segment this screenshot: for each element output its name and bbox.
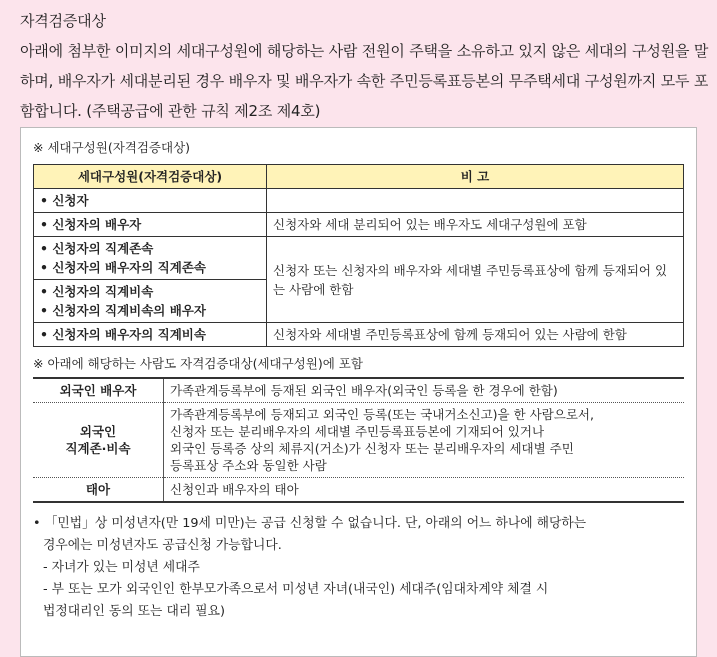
household-note: ※ 세대구성원(자격검증대상) <box>33 140 191 155</box>
footnote-line-3: - 자녀가 있는 미성년 세대주 <box>43 560 200 575</box>
section-title: 자격검증대상 <box>20 12 106 30</box>
member-applicant: • 신청자 <box>40 191 260 210</box>
footnote-line-4: - 부 또는 모가 외국인인 한부모가족으로서 미성년 자녀(내국인) 세대주(임대차계약 체결 시 <box>43 582 549 597</box>
eligibility-image-panel <box>20 127 697 657</box>
footnote-line-5: 법정대리인 동의 또는 대리 필요) <box>43 604 225 619</box>
intro-section <box>0 0 717 126</box>
foreign-lineal-desc-a: 가족관계등록부에 등재되고 외국인 등록(또는 국내거소신고)을 한 사람으로서, <box>170 407 594 422</box>
table-row <box>33 378 684 403</box>
col-header-members: 세대구성원(자격검증대상) <box>34 165 267 189</box>
table-row <box>33 478 684 503</box>
table-row <box>33 403 684 478</box>
foreign-lineal-desc-c: 외국인 등록증 상의 체류지(거소)가 신청자 또는 분리배우자의 세대별 주민 <box>170 441 574 456</box>
remark-empty <box>267 189 684 213</box>
member-spouse-descendant: • 신청자의 배우자의 직계비속 <box>40 325 260 344</box>
fetus-desc: 신청인과 배우자의 태아 <box>164 478 685 503</box>
additional-note: ※ 아래에 해당하는 사람도 자격검증대상(세대구성원)에 포함 <box>33 356 363 371</box>
foreign-lineal-desc-d: 등록표상 주소와 동일한 사람 <box>170 458 327 473</box>
col-header-remarks: 비 고 <box>267 165 684 189</box>
fetus-label: 태아 <box>33 478 164 503</box>
foreign-lineal-desc-b: 신청자 또는 분리배우자의 세대별 주민등록표등본에 기재되어 있거나 <box>170 424 545 439</box>
foreign-lineal-label-a: 외국인 <box>79 424 117 439</box>
remark-lineal: 신청자 또는 신청자의 배우자와 세대별 주민등록표상에 함께 등재되어 있는 사람에 한함 <box>267 237 684 323</box>
foreign-lineal-label-b: 직계존·비속 <box>65 441 131 456</box>
remark-spouse-descendant: 신청자와 세대별 주민등록표상에 함께 등재되어 있는 사람에 한함 <box>267 323 684 347</box>
member-descendant: • 신청자의 직계비속 <box>40 282 260 301</box>
member-spouse: • 신청자의 배우자 <box>40 215 260 234</box>
household-members-table <box>33 164 684 347</box>
footnote-line-1: • 「민법」상 미성년자(만 19세 미만)는 공급 신청할 수 없습니다. 단, 아래의 어느 하나에 해당하는 <box>33 516 587 531</box>
footnote-line-2: 경우에는 미성년자도 공급신청 가능합니다. <box>43 538 282 553</box>
additional-members-table <box>33 377 684 503</box>
foreign-spouse-desc: 가족관계등록부에 등재된 외국인 배우자(외국인 등록을 한 경우에 한함) <box>164 378 685 403</box>
minor-footnote <box>33 513 684 623</box>
foreign-spouse-label: 외국인 배우자 <box>33 378 164 403</box>
table-row <box>34 189 684 213</box>
remark-spouse: 신청자와 세대 분리되어 있는 배우자도 세대구성원에 포함 <box>267 213 684 237</box>
table-row <box>34 323 684 347</box>
table-row <box>34 237 684 280</box>
member-ascendant: • 신청자의 직계존속 <box>40 239 260 258</box>
table-row <box>34 213 684 237</box>
table-header-row <box>34 165 684 189</box>
intro-paragraph: 아래에 첨부한 이미지의 세대구성원에 해당하는 사람 전원이 주택을 소유하고 있지 않은 세대의 구성원을 말하며, 배우자가 세대분리된 경우 배우자 및 배우자가 속한 주민등록표등본의 무주택세대 구성원까지 모두 포함합니다. (주택공급에 관한 규칙 제2조 제4호) <box>20 42 709 120</box>
member-descendant-spouse: • 신청자의 직계비속의 배우자 <box>40 301 260 320</box>
member-spouse-ascendant: • 신청자의 배우자의 직계존속 <box>40 258 260 277</box>
